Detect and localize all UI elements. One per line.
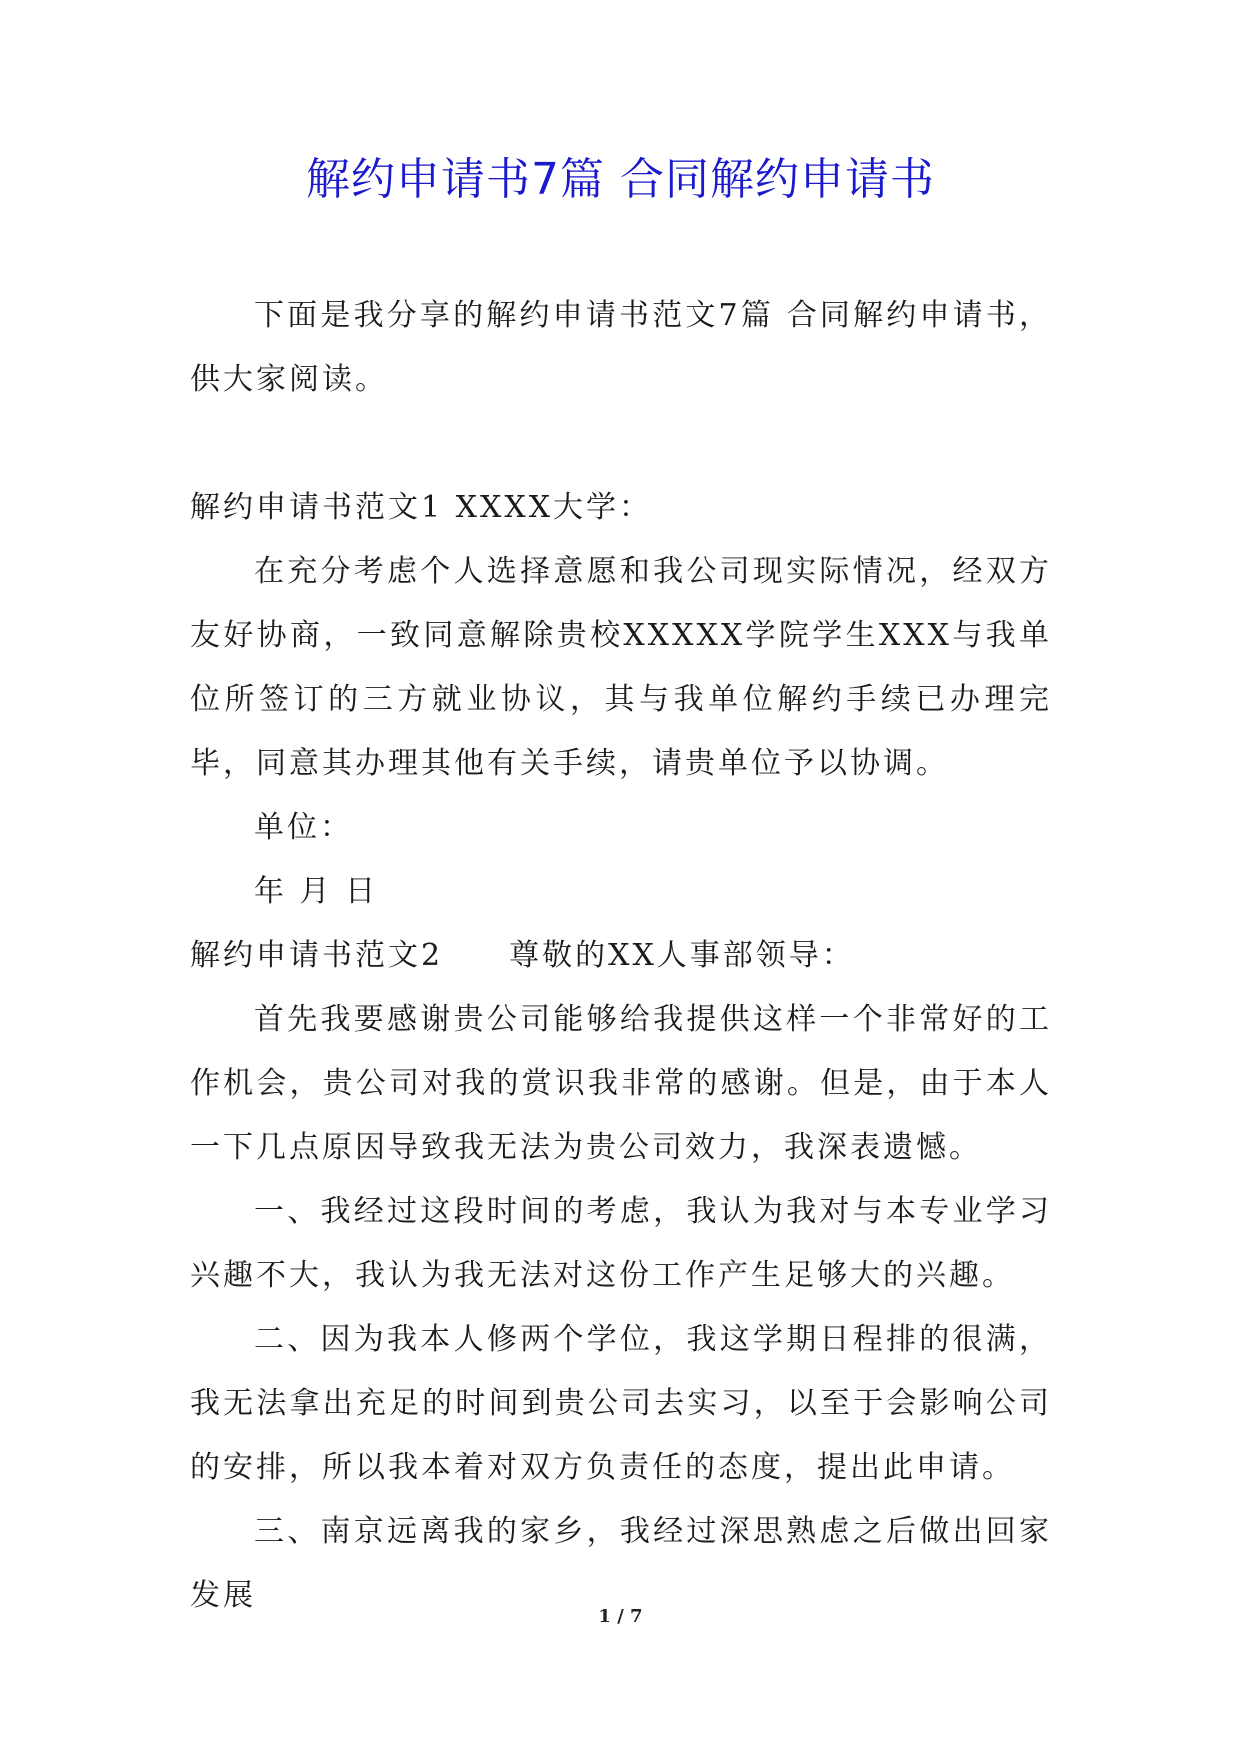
sample-1-heading: 解约申请书范文1 XXXX大学： [190, 490, 653, 525]
sample-2-point-3: 三、南京远离我的家乡，我经过深思熟虑之后做出回家发展 [190, 1514, 1052, 1613]
sample-2-point-2: 二、因为我本人修两个学位，我这学期日程排的很满，我无法拿出充足的时间到贵公司去实习，以至于会影响公司的安排，所以我本着对双方负责任的态度，提出此申请。 [190, 1322, 1052, 1485]
document-body [190, 284, 1052, 1628]
sample-1-unit: 单位： [254, 810, 353, 845]
document-title: 解约申请书7篇 合同解约申请书 [306, 154, 935, 205]
sample-1-body: 在充分考虑个人选择意愿和我公司现实际情况，经双方友好协商，一致同意解除贵校XXXXX学院学生XXX与我单位所签订的三方就业协议，其与我单位解约手续已办理完毕，同意其办理其他有关手续，请贵单位予以协调。 [190, 554, 1052, 781]
intro-paragraph: 下面是我分享的解约申请书范文7篇 合同解约申请书，供大家阅读。 [190, 298, 1052, 397]
sample-2-heading: 解约申请书范文2 尊敬的XX人事部领导： [190, 938, 855, 973]
sample-2-point-1: 一、我经过这段时间的考虑，我认为我对与本专业学习兴趣不大，我认为我无法对这份工作产生足够大的兴趣。 [190, 1194, 1052, 1293]
sample-1-date: 年 月 日 [254, 874, 379, 909]
page-number: 1 / 7 [598, 1606, 643, 1627]
sample-2-paragraph-1: 首先我要感谢贵公司能够给我提供这样一个非常好的工作机会，贵公司对我的赏识我非常的感谢。但是，由于本人一下几点原因导致我无法为贵公司效力，我深表遗憾。 [190, 1002, 1052, 1165]
